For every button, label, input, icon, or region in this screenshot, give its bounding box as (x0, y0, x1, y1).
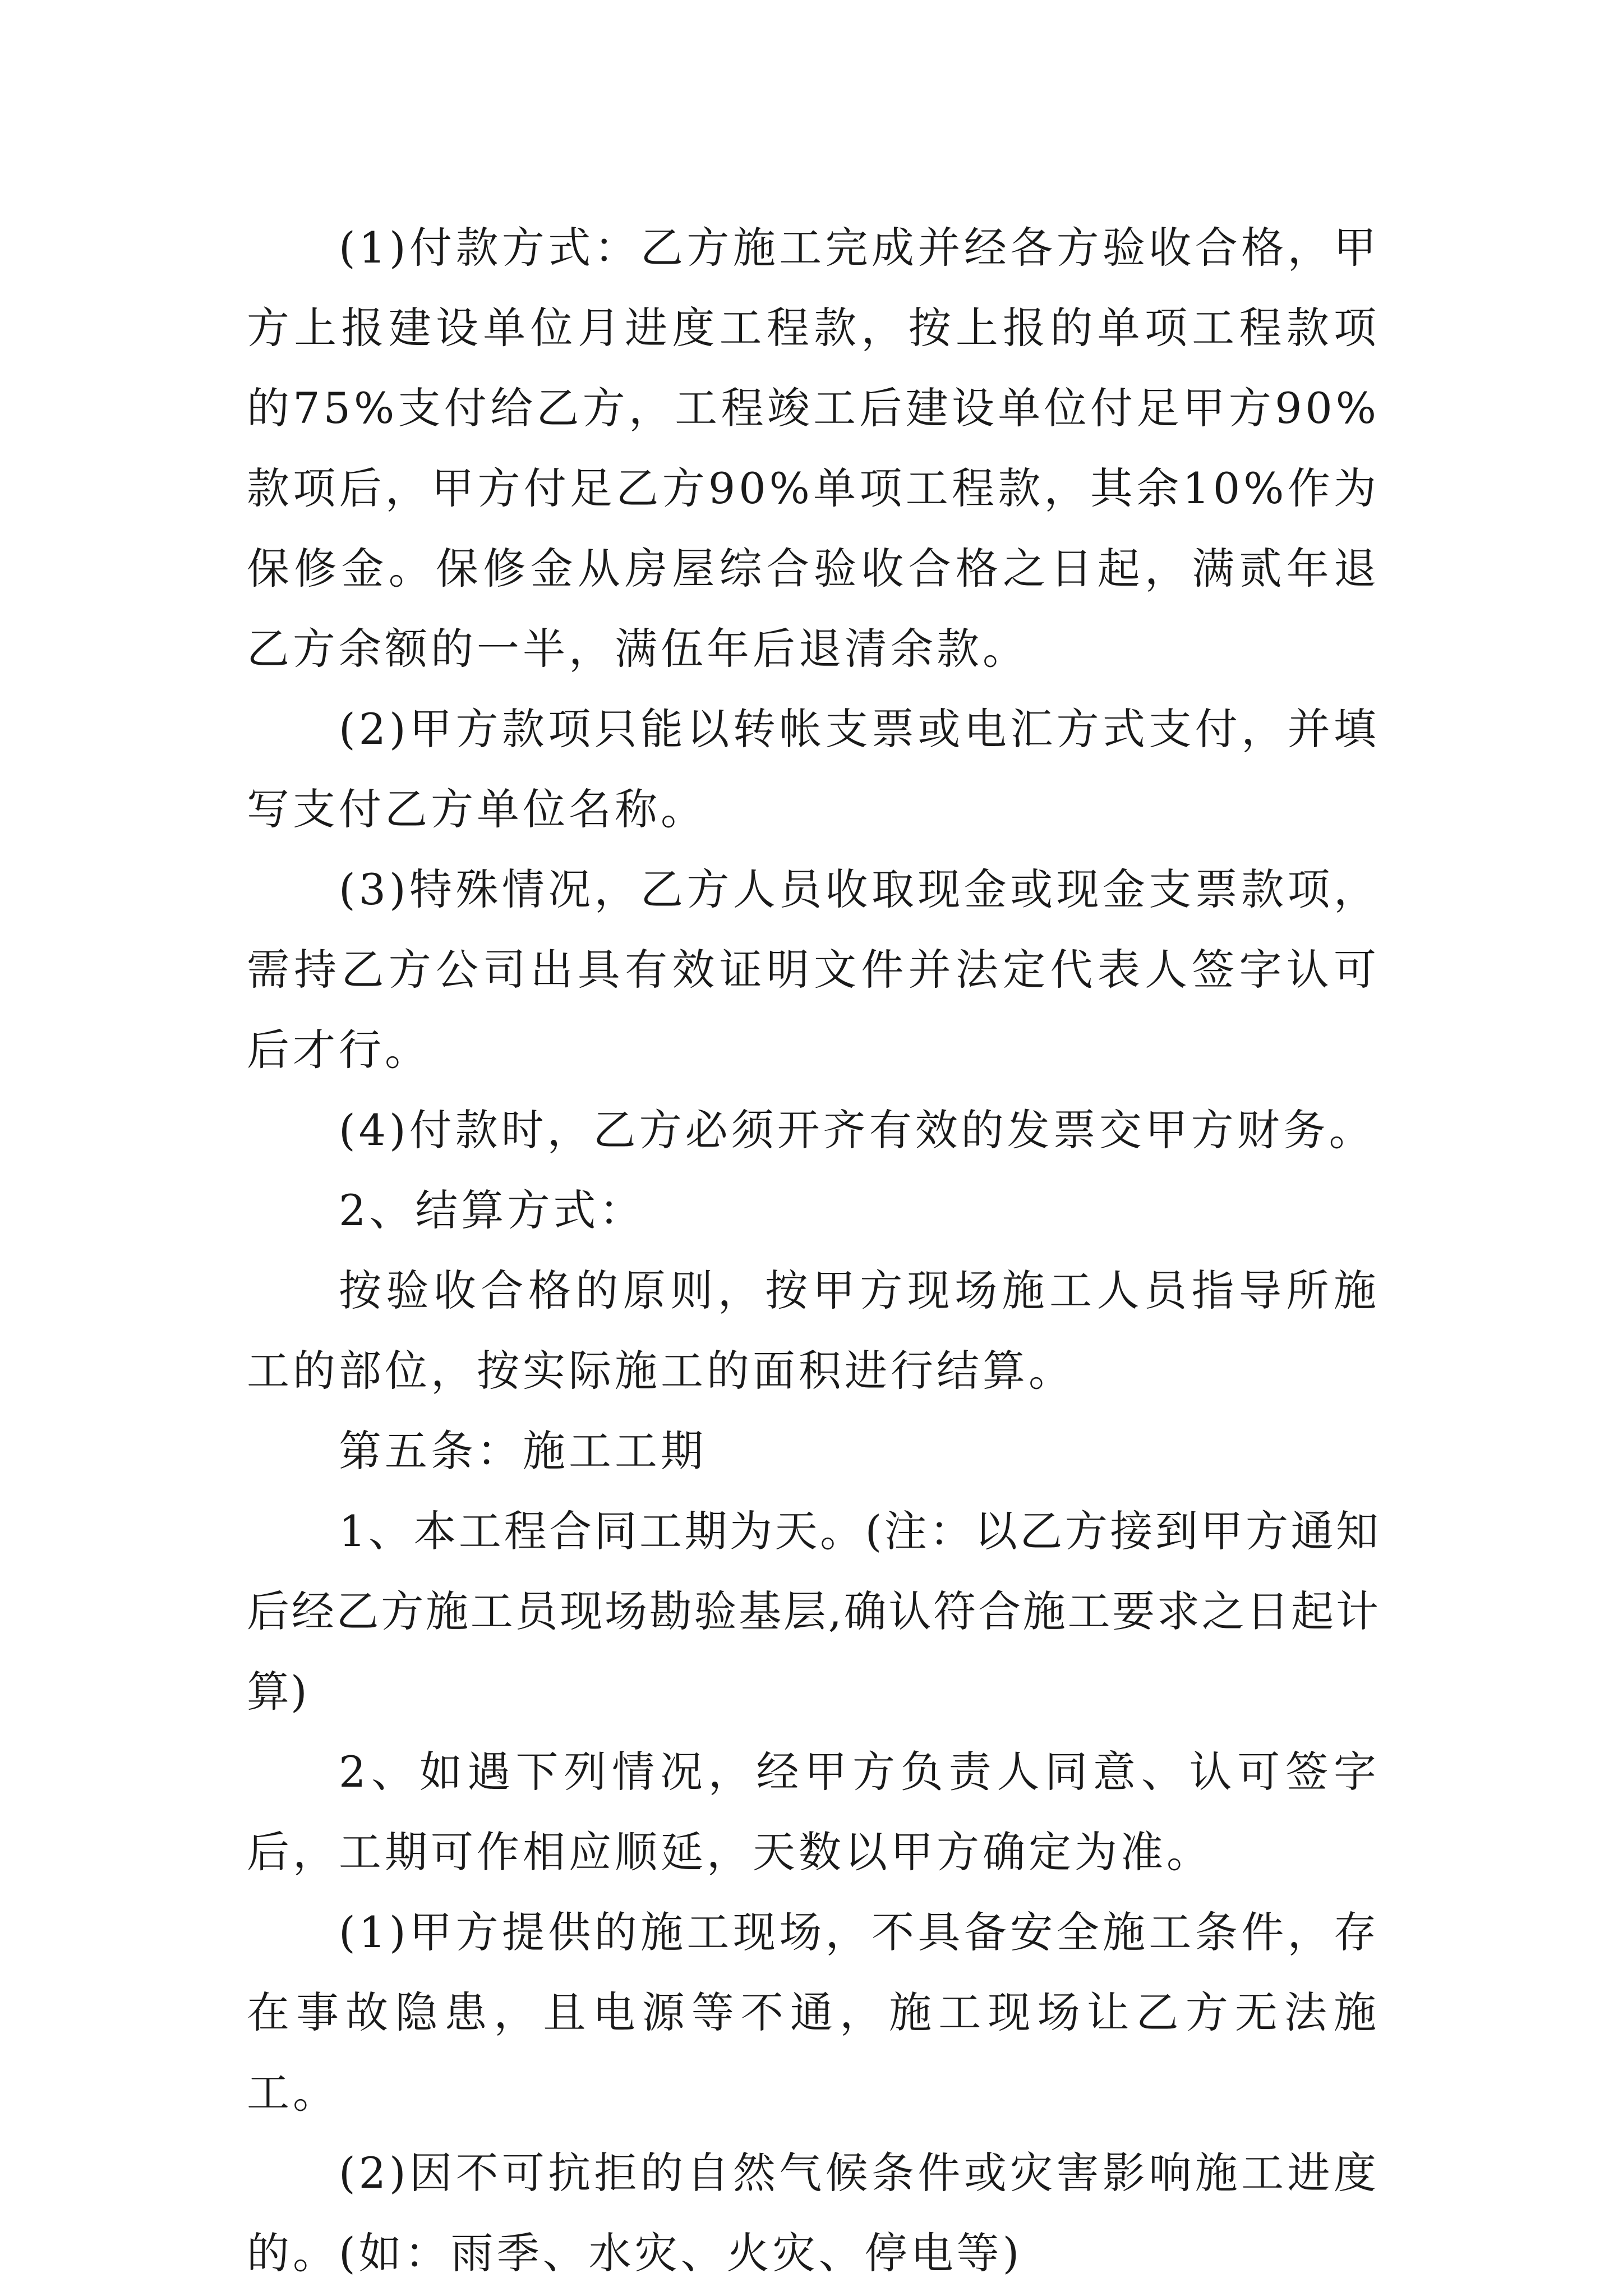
paragraph-settlement-heading: 2、结算方式： (339, 1185, 645, 1235)
paragraph-site-conditions: (1)甲方提供的施工现场，不具备安全施工条件，存在事故隐患，且电源等不通，施工现场让乙方无法施工。 (247, 1907, 1380, 2118)
paragraph-contract-period: 1、本工程合同工期为天。(注：以乙方接到甲方通知后经乙方施工员现场勘验基层,确认符合施工要求之日起计算) (247, 1506, 1380, 1717)
paragraph-extension-conditions: 2、如遇下列情况，经甲方负责人同意、认可签字后，工期可作相应顺延，天数以甲方确定为准。 (247, 1747, 1380, 1877)
paragraph-payment-channel: (2)甲方款项只能以转帐支票或电汇方式支付，并填写支付乙方单位名称。 (247, 704, 1380, 834)
section-heading-article-five: 第五条：施工工期 (339, 1426, 707, 1476)
paragraph-settlement-rule: 按验收合格的原则，按甲方现场施工人员指导所施工的部位，按实际施工的面积进行结算。 (247, 1266, 1380, 1396)
paragraph-force-majeure: (2)因不可抗拒的自然气候条件或灾害影响施工进度的。(如：雨季、水灾、火灾、停电等) (247, 2148, 1380, 2278)
paragraph-payment-method: (1)付款方式：乙方施工完成并经各方验收合格，甲方上报建设单位月进度工程款，按上报的单项工程款项的75%支付给乙方，工程竣工后建设单位付足甲方90%款项后，甲方付足乙方90%单项工程款，其余10%作为保修金。保修金从房屋综合验收合格之日起，满贰年退乙方余额的一半，满伍年后退清余款。 (247, 223, 1380, 674)
document-body (247, 208, 1380, 2293)
paragraph-invoice: (4)付款时，乙方必须开齐有效的发票交甲方财务。 (339, 1105, 1375, 1155)
paragraph-special-cases: (3)特殊情况，乙方人员收取现金或现金支票款项，需持乙方公司出具有效证明文件并法定代表人签字认可后才行。 (247, 864, 1380, 1075)
